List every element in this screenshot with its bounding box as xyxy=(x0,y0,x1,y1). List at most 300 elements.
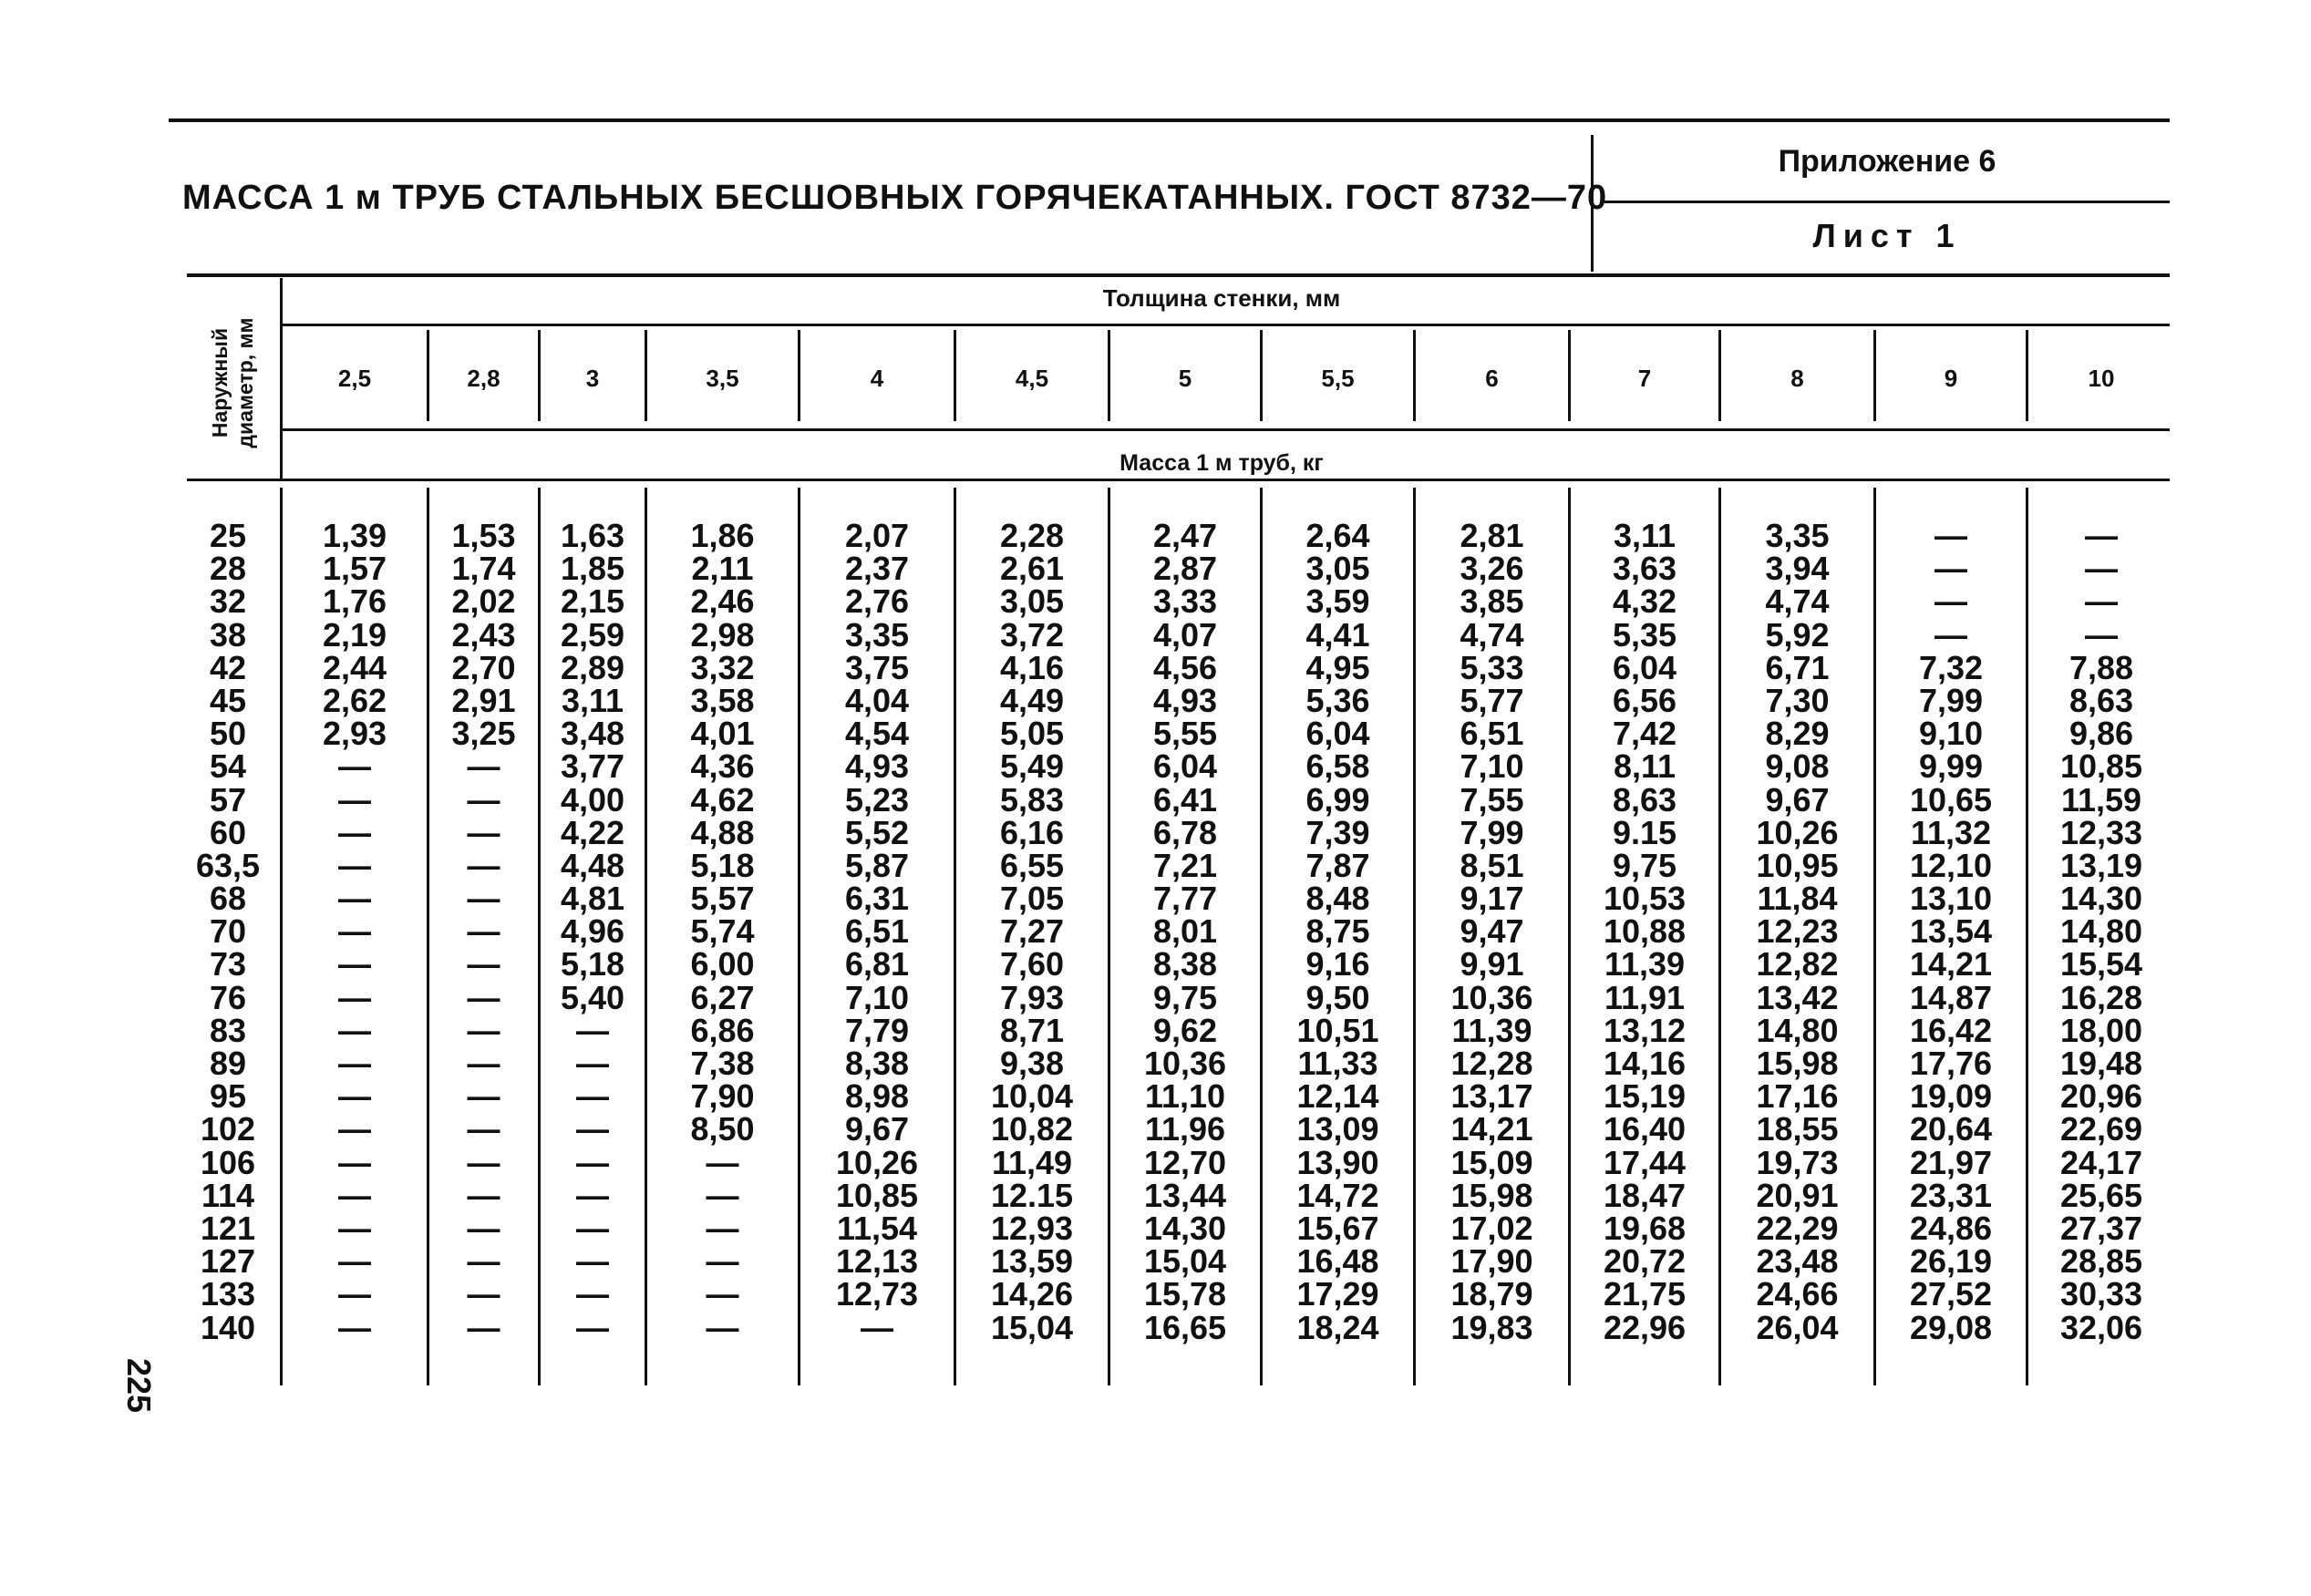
mass-cell: 9,75 xyxy=(1152,978,1218,1016)
mass-cell: 22,29 xyxy=(1756,1209,1839,1247)
mass-cell: 9,10 xyxy=(1918,715,1984,753)
mass-cell: 16,40 xyxy=(1603,1110,1687,1148)
mass-cell: 24,66 xyxy=(1756,1275,1839,1313)
header-column-divider xyxy=(538,330,541,421)
thickness-cell: 4,5 xyxy=(1015,365,1049,392)
diameter-cell: 63,5 xyxy=(195,846,261,884)
thickness-rule xyxy=(283,324,2170,326)
mass-cell: 6,99 xyxy=(1305,780,1370,819)
mass-cell: 12,73 xyxy=(835,1275,919,1313)
diameter-cell: 60 xyxy=(209,813,247,851)
mass-cell: 5,18 xyxy=(690,846,755,884)
mass-cell: 14,21 xyxy=(1909,945,1993,983)
mass-cell: 15,98 xyxy=(1450,1176,1533,1214)
mass-cell: 13,12 xyxy=(1603,1011,1687,1049)
mass-cell: 5,36 xyxy=(1305,681,1370,719)
mass-cell: 9,50 xyxy=(1305,978,1370,1016)
mass-cell: 1,63 xyxy=(560,517,625,554)
mass-cell: — xyxy=(467,780,500,819)
mass-cell: 7,32 xyxy=(1918,648,1984,686)
mass-cell: — xyxy=(706,1275,739,1313)
mass-cell: 2,62 xyxy=(322,681,387,719)
mass-cell: 4,07 xyxy=(1152,615,1218,654)
mass-cell: 8,50 xyxy=(690,1110,755,1148)
thickness-cell: 10 xyxy=(2088,365,2115,392)
mass-cell: 11,39 xyxy=(1451,1011,1532,1049)
mass-cell: 5,35 xyxy=(1612,615,1677,654)
mass-cell: 4,56 xyxy=(1152,648,1218,686)
mass-cell: 6,04 xyxy=(1612,648,1677,686)
mass-cell: 27,52 xyxy=(1909,1275,1993,1313)
header-column-divider xyxy=(1260,330,1263,421)
mass-cell: 19,09 xyxy=(1909,1077,1993,1116)
mass-cell: 2,61 xyxy=(999,550,1065,588)
mass-column xyxy=(1416,517,1568,1346)
mass-cell: 9,67 xyxy=(1765,780,1830,819)
mass-cell: — xyxy=(338,747,371,786)
mass-cell: 2,93 xyxy=(322,715,387,753)
mass-cell: 4,96 xyxy=(560,912,625,951)
thickness-cell: 3,5 xyxy=(706,365,739,392)
mass-cell: 8,01 xyxy=(1152,912,1218,951)
mass-cell: 32,06 xyxy=(2059,1308,2143,1346)
mass-cell: — xyxy=(467,1275,500,1313)
mass-cell: 6,51 xyxy=(844,912,910,951)
mass-cell: 10,65 xyxy=(1909,780,1993,819)
diameter-cell: 76 xyxy=(209,978,247,1016)
mass-cell: 9,91 xyxy=(1460,945,1524,983)
mass-column xyxy=(429,517,538,1346)
mass-cell: 14,72 xyxy=(1296,1176,1379,1214)
mass-cell: 6,55 xyxy=(999,846,1065,884)
mass-column xyxy=(956,517,1108,1346)
mass-cell: 3,11 xyxy=(1613,517,1677,554)
thickness-cell: 5,5 xyxy=(1321,365,1355,392)
mass-cell: 18,24 xyxy=(1296,1308,1379,1346)
mass-cell: 19,83 xyxy=(1450,1308,1533,1346)
mass-column xyxy=(800,517,954,1346)
mass-cell: — xyxy=(576,1077,609,1116)
mass-cell: 8,11 xyxy=(1613,747,1677,786)
mass-cell: — xyxy=(338,1045,371,1082)
mass-cell: — xyxy=(338,1242,371,1281)
diameter-cell: 32 xyxy=(209,582,247,621)
mass-cell: 1,76 xyxy=(322,582,387,621)
mass-cell: 15,19 xyxy=(1603,1077,1687,1116)
mass-cell: — xyxy=(338,912,371,951)
mass-cell: 6,71 xyxy=(1765,648,1830,686)
mass-cell: 6,78 xyxy=(1152,813,1218,851)
mass-cell: 4,48 xyxy=(560,846,625,884)
mass-cell: — xyxy=(576,1209,609,1247)
diameter-cell: 140 xyxy=(200,1308,256,1346)
mass-cell: 9,67 xyxy=(844,1110,910,1148)
thickness-header: Толщина стенки, мм xyxy=(1102,284,1341,312)
thickness-cell: 7 xyxy=(1637,365,1652,392)
diameter-cell: 95 xyxy=(209,1077,247,1116)
mass-cell: — xyxy=(467,880,500,918)
mass-cell: 3,05 xyxy=(1305,550,1370,588)
mass-cell: 3,48 xyxy=(560,715,625,753)
mass-cell: 29,08 xyxy=(1909,1308,1993,1346)
mass-cell: 12,70 xyxy=(1143,1143,1227,1181)
mass-cell: 5,87 xyxy=(844,846,910,884)
mass-column xyxy=(2028,517,2174,1346)
mass-cell: 3,32 xyxy=(690,648,755,686)
mass-cell: 21,97 xyxy=(1909,1143,1993,1181)
mass-cell: 7,88 xyxy=(2069,648,2134,686)
mass-cell: 6,00 xyxy=(690,945,755,983)
mass-cell: 9,16 xyxy=(1305,945,1370,983)
mass-cell: 9,99 xyxy=(1918,747,1984,786)
mass-cell: — xyxy=(338,780,371,819)
mass-cell: 7,39 xyxy=(1305,813,1370,851)
mass-cell: — xyxy=(1934,517,1967,554)
mass-cell: 1,53 xyxy=(451,517,516,554)
diameter-cell: 38 xyxy=(209,615,247,654)
thickness-cell: 6 xyxy=(1485,365,1499,392)
mass-cell: 3,05 xyxy=(999,582,1065,621)
header-column-divider xyxy=(645,330,647,421)
mass-cell: — xyxy=(467,747,500,786)
mass-cell: 2,47 xyxy=(1152,517,1218,554)
mass-cell: 26,04 xyxy=(1756,1308,1839,1346)
mass-cell: 5,33 xyxy=(1460,648,1524,686)
mass-cell: 21,75 xyxy=(1603,1275,1687,1313)
mass-cell: — xyxy=(467,945,500,983)
mass-column xyxy=(1876,517,2026,1346)
mass-cell: 3,59 xyxy=(1305,582,1370,621)
mass-cell: 8,38 xyxy=(1152,945,1218,983)
diameter-cell: 50 xyxy=(209,715,247,753)
mass-cell: 11,59 xyxy=(2060,780,2142,819)
mass-cell: 7,05 xyxy=(999,880,1065,918)
mass-cell: 4,04 xyxy=(844,681,910,719)
mass-cell: 13,10 xyxy=(1909,880,1993,918)
mass-cell: — xyxy=(706,1209,739,1247)
mass-cell: 9,08 xyxy=(1765,747,1830,786)
page-number-cell xyxy=(111,1349,166,1422)
diameter-cell: 89 xyxy=(209,1045,247,1082)
mass-cell: — xyxy=(2085,517,2118,554)
mass-cell: — xyxy=(576,1011,609,1049)
mass-cell: 7,90 xyxy=(690,1077,755,1116)
mass-cell: 2,19 xyxy=(322,615,387,654)
mass-cell: 11,32 xyxy=(1910,813,1992,851)
mass-cell: 4,16 xyxy=(999,648,1065,686)
mass-cell: 7,99 xyxy=(1918,681,1984,719)
mass-cell: 8,71 xyxy=(999,1011,1065,1049)
mass-cell: 4,36 xyxy=(690,747,755,786)
mass-cell: — xyxy=(467,1077,500,1116)
diameter-cell: 42 xyxy=(209,648,247,686)
mass-cell: 2,76 xyxy=(844,582,910,621)
mass-cell: 5,18 xyxy=(560,945,625,983)
mass-cell: 1,86 xyxy=(690,517,755,554)
mass-cell: — xyxy=(576,1275,609,1313)
mass-header: Масса 1 м труб, кг xyxy=(1119,450,1324,476)
mass-cell: — xyxy=(338,1110,371,1148)
mass-cell: 7,87 xyxy=(1305,846,1370,884)
mass-cell: — xyxy=(338,880,371,918)
header-column-divider xyxy=(1873,330,1876,421)
mass-cell: 7,38 xyxy=(690,1045,755,1082)
mass-cell: 3,35 xyxy=(1765,517,1830,554)
mass-cell: — xyxy=(576,1242,609,1281)
mass-cell: 6,16 xyxy=(999,813,1065,851)
mass-cell: 23,48 xyxy=(1756,1242,1839,1281)
mass-cell: — xyxy=(576,1045,609,1082)
mass-cell: 10,04 xyxy=(990,1077,1074,1116)
mass-cell: 15,98 xyxy=(1756,1045,1839,1082)
diameter-cell: 54 xyxy=(209,747,247,786)
mass-cell: 5,83 xyxy=(999,780,1065,819)
mass-cell: 17,29 xyxy=(1296,1275,1379,1313)
diameter-column xyxy=(182,517,273,1346)
mass-cell: — xyxy=(338,945,371,983)
body-column-divider xyxy=(1568,488,1571,1385)
mass-cell: 10,82 xyxy=(990,1110,1074,1148)
mass-cell: — xyxy=(2085,615,2118,654)
mass-cell: 4,22 xyxy=(560,813,625,851)
mass-cell: 2,98 xyxy=(690,615,755,654)
mass-cell: — xyxy=(338,1308,371,1346)
mass-cell: — xyxy=(467,912,500,951)
diameter-cell: 127 xyxy=(200,1242,256,1281)
mass-cell: — xyxy=(467,1209,500,1247)
diameter-cell: 57 xyxy=(209,780,247,819)
mass-cell: 8,75 xyxy=(1305,912,1370,951)
mass-cell: 4,74 xyxy=(1765,582,1830,621)
mass-cell: 3,63 xyxy=(1612,550,1677,588)
mass-cell: 10,51 xyxy=(1296,1011,1379,1049)
mass-cell: 7,10 xyxy=(1460,747,1524,786)
mass-cell: 14,80 xyxy=(1756,1011,1839,1049)
mass-cell: 17,90 xyxy=(1450,1242,1533,1281)
mass-cell: 13,17 xyxy=(1450,1077,1533,1116)
mass-cell: 11,54 xyxy=(836,1209,918,1247)
mass-cell: 11,84 xyxy=(1757,880,1838,918)
mass-cell: 7,99 xyxy=(1460,813,1524,851)
mass-cell: — xyxy=(467,1242,500,1281)
sheet-label: Лист 1 xyxy=(1812,217,1962,254)
diameter-cell: 45 xyxy=(209,681,247,719)
mass-cell: — xyxy=(576,1308,609,1346)
mass-cell: 14,80 xyxy=(2059,912,2143,951)
mass-cell: 2,70 xyxy=(451,648,516,686)
mass-cell: 18,47 xyxy=(1603,1176,1687,1214)
mass-cell: 14,26 xyxy=(990,1275,1074,1313)
mass-cell: 3,85 xyxy=(1460,582,1524,621)
mass-cell: 16,48 xyxy=(1296,1242,1379,1281)
mass-cell: — xyxy=(338,1077,371,1116)
mass-cell: 4,95 xyxy=(1305,648,1370,686)
mass-cell: — xyxy=(576,1143,609,1181)
mass-cell: 24,86 xyxy=(1909,1209,1993,1247)
mass-cell: 9,38 xyxy=(999,1045,1065,1082)
mass-cell: 5,40 xyxy=(560,978,625,1016)
mass-cell: 2,44 xyxy=(322,648,387,686)
mass-cell: 15,04 xyxy=(1143,1242,1227,1281)
mass-cell: 12,82 xyxy=(1756,945,1839,983)
mass-cell: 19,73 xyxy=(1756,1143,1839,1181)
mass-cell: 1,74 xyxy=(451,550,516,588)
mass-cell: 13,09 xyxy=(1296,1110,1379,1148)
document-title: МАССА 1 м ТРУБ СТАЛЬНЫХ БЕСШОВНЫХ ГОРЯЧЕКАТАННЫХ. ГОСТ 8732—70 xyxy=(182,179,1608,217)
header-bottom-rule xyxy=(187,273,2170,277)
mass-cell: 13,59 xyxy=(990,1242,1074,1281)
mass-cell: — xyxy=(706,1242,739,1281)
mass-cell: 12,14 xyxy=(1296,1077,1379,1116)
mass-cell: 5,49 xyxy=(999,747,1065,786)
mass-cell: 13,44 xyxy=(1143,1176,1227,1214)
mass-cell: 7,42 xyxy=(1612,715,1677,753)
thickness-cell: 2,8 xyxy=(467,365,500,392)
mass-cell: — xyxy=(467,1011,500,1049)
mass-cell: 10,26 xyxy=(835,1143,919,1181)
mass-cell: 10,88 xyxy=(1603,912,1687,951)
mass-cell: 5,77 xyxy=(1460,681,1524,719)
mass-cell: — xyxy=(1934,582,1967,621)
mass-cell: 4,62 xyxy=(690,780,755,819)
mass-cell: 11,91 xyxy=(1604,978,1686,1016)
mass-column xyxy=(1721,517,1873,1346)
mass-cell: 19,48 xyxy=(2059,1045,2143,1082)
header-column-divider xyxy=(1718,330,1721,421)
body-column-divider xyxy=(1413,488,1416,1385)
mass-cell: 9,75 xyxy=(1612,846,1677,884)
mass-cell: — xyxy=(338,1176,371,1214)
mass-cell: 14,30 xyxy=(1143,1209,1227,1247)
mass-column xyxy=(1110,517,1260,1346)
mass-cell: 2,64 xyxy=(1305,517,1370,554)
mass-cell: 9.15 xyxy=(1612,813,1677,851)
mass-cell: 19,68 xyxy=(1603,1209,1687,1247)
mass-cell: 12,93 xyxy=(990,1209,1074,1247)
mass-cell: 3,26 xyxy=(1460,550,1524,588)
body-column-divider xyxy=(954,488,956,1385)
diameter-cell: 106 xyxy=(200,1143,256,1181)
mass-cell: 3,77 xyxy=(560,747,625,786)
mass-cell: 11,96 xyxy=(1144,1110,1226,1148)
mass-cell: 15,78 xyxy=(1143,1275,1227,1313)
mass-cell: 12.15 xyxy=(990,1176,1074,1214)
mass-cell: 2,02 xyxy=(451,582,516,621)
mass-cell: 5,74 xyxy=(690,912,755,951)
mass-cell: 14,87 xyxy=(1909,978,1993,1016)
mass-cell: 8,98 xyxy=(844,1077,910,1116)
mass-cell: 2,87 xyxy=(1152,550,1218,588)
thickness-cell: 9 xyxy=(1944,365,1958,392)
mass-cell: 2,91 xyxy=(451,681,516,719)
mass-cell: 6,04 xyxy=(1305,715,1370,753)
body-column-divider xyxy=(538,488,541,1385)
mass-cell: 4,88 xyxy=(690,813,755,851)
thickness-bottom-rule xyxy=(283,428,2170,431)
mass-cell: 23,31 xyxy=(1909,1176,1993,1214)
mass-cell: — xyxy=(338,978,371,1016)
mass-cell: 11,39 xyxy=(1604,945,1686,983)
mass-cell: 2,07 xyxy=(844,517,910,554)
body-column-divider xyxy=(645,488,647,1385)
mass-cell: 7,27 xyxy=(999,912,1065,951)
thickness-cell: 5 xyxy=(1178,365,1192,392)
mass-cell: — xyxy=(338,1209,371,1247)
mass-cell: 15,09 xyxy=(1450,1143,1533,1181)
mass-cell: 16,28 xyxy=(2059,978,2143,1016)
mass-cell: 2,89 xyxy=(560,648,625,686)
mass-cell: 2,59 xyxy=(560,615,625,654)
mass-cell: 6,58 xyxy=(1305,747,1370,786)
mass-cell: — xyxy=(338,846,371,884)
mass-cell: 3,33 xyxy=(1152,582,1218,621)
thickness-cell: 2,5 xyxy=(337,365,372,392)
mass-cell: 6,31 xyxy=(844,880,910,918)
mass-cell: 22,96 xyxy=(1603,1308,1687,1346)
mass-cell: 5,23 xyxy=(844,780,910,819)
mass-cell: 7,79 xyxy=(844,1011,910,1049)
mass-cell: 1,57 xyxy=(322,550,387,588)
body-column-divider xyxy=(427,488,429,1385)
mass-cell: 27,37 xyxy=(2059,1209,2143,1247)
mass-cell: 30,33 xyxy=(2059,1275,2143,1313)
mass-cell: 15,67 xyxy=(1296,1209,1379,1247)
mass-cell: 10,85 xyxy=(835,1176,919,1214)
mass-cell: 9,86 xyxy=(2069,715,2134,753)
mass-cell: 4,93 xyxy=(844,747,910,786)
mass-cell: 25,65 xyxy=(2059,1176,2143,1214)
mass-cell: — xyxy=(706,1143,739,1181)
mass-cell: — xyxy=(467,1045,500,1082)
diameter-cell: 121 xyxy=(200,1209,256,1247)
mass-cell: 15,54 xyxy=(2059,945,2143,983)
body-column-divider xyxy=(2026,488,2028,1385)
mass-cell: 6,86 xyxy=(690,1011,755,1049)
header-column-divider xyxy=(2026,330,2028,421)
mass-cell: 14,21 xyxy=(1450,1110,1533,1148)
mass-cell: 10,85 xyxy=(2059,747,2143,786)
mass-cell: 18,55 xyxy=(1756,1110,1839,1148)
mass-column xyxy=(283,517,427,1346)
mass-cell: 10,26 xyxy=(1756,813,1839,851)
mass-cell: 7,21 xyxy=(1152,846,1218,884)
header-column-divider xyxy=(1568,330,1571,421)
mass-cell: 7,60 xyxy=(999,945,1065,983)
mass-cell: 12,23 xyxy=(1756,912,1839,951)
mass-cell: 18,00 xyxy=(2059,1011,2143,1049)
top-rule xyxy=(169,118,2170,122)
mass-cell: 6,41 xyxy=(1152,780,1218,819)
mass-cell: 4,81 xyxy=(560,880,625,918)
thickness-cell: 8 xyxy=(1790,365,1804,392)
header-column-divider xyxy=(954,330,956,421)
mass-cell: 4,74 xyxy=(1460,615,1524,654)
mass-cell: — xyxy=(467,813,500,851)
mass-cell: 7,30 xyxy=(1765,681,1830,719)
diameter-header-cell xyxy=(187,283,278,483)
mass-cell: 4,01 xyxy=(690,715,755,753)
mass-cell: 10,36 xyxy=(1143,1045,1227,1082)
mass-cell: 9,47 xyxy=(1460,912,1524,951)
mass-cell: 4,00 xyxy=(560,780,625,819)
mass-cell: — xyxy=(1934,550,1967,588)
mass-cell: 22,69 xyxy=(2059,1110,2143,1148)
mass-cell: 5,55 xyxy=(1152,715,1218,753)
mass-cell: 18,79 xyxy=(1450,1275,1533,1313)
mass-cell: 2,11 xyxy=(691,550,754,588)
mass-cell: 7,77 xyxy=(1152,880,1218,918)
diameter-cell: 73 xyxy=(209,945,247,983)
